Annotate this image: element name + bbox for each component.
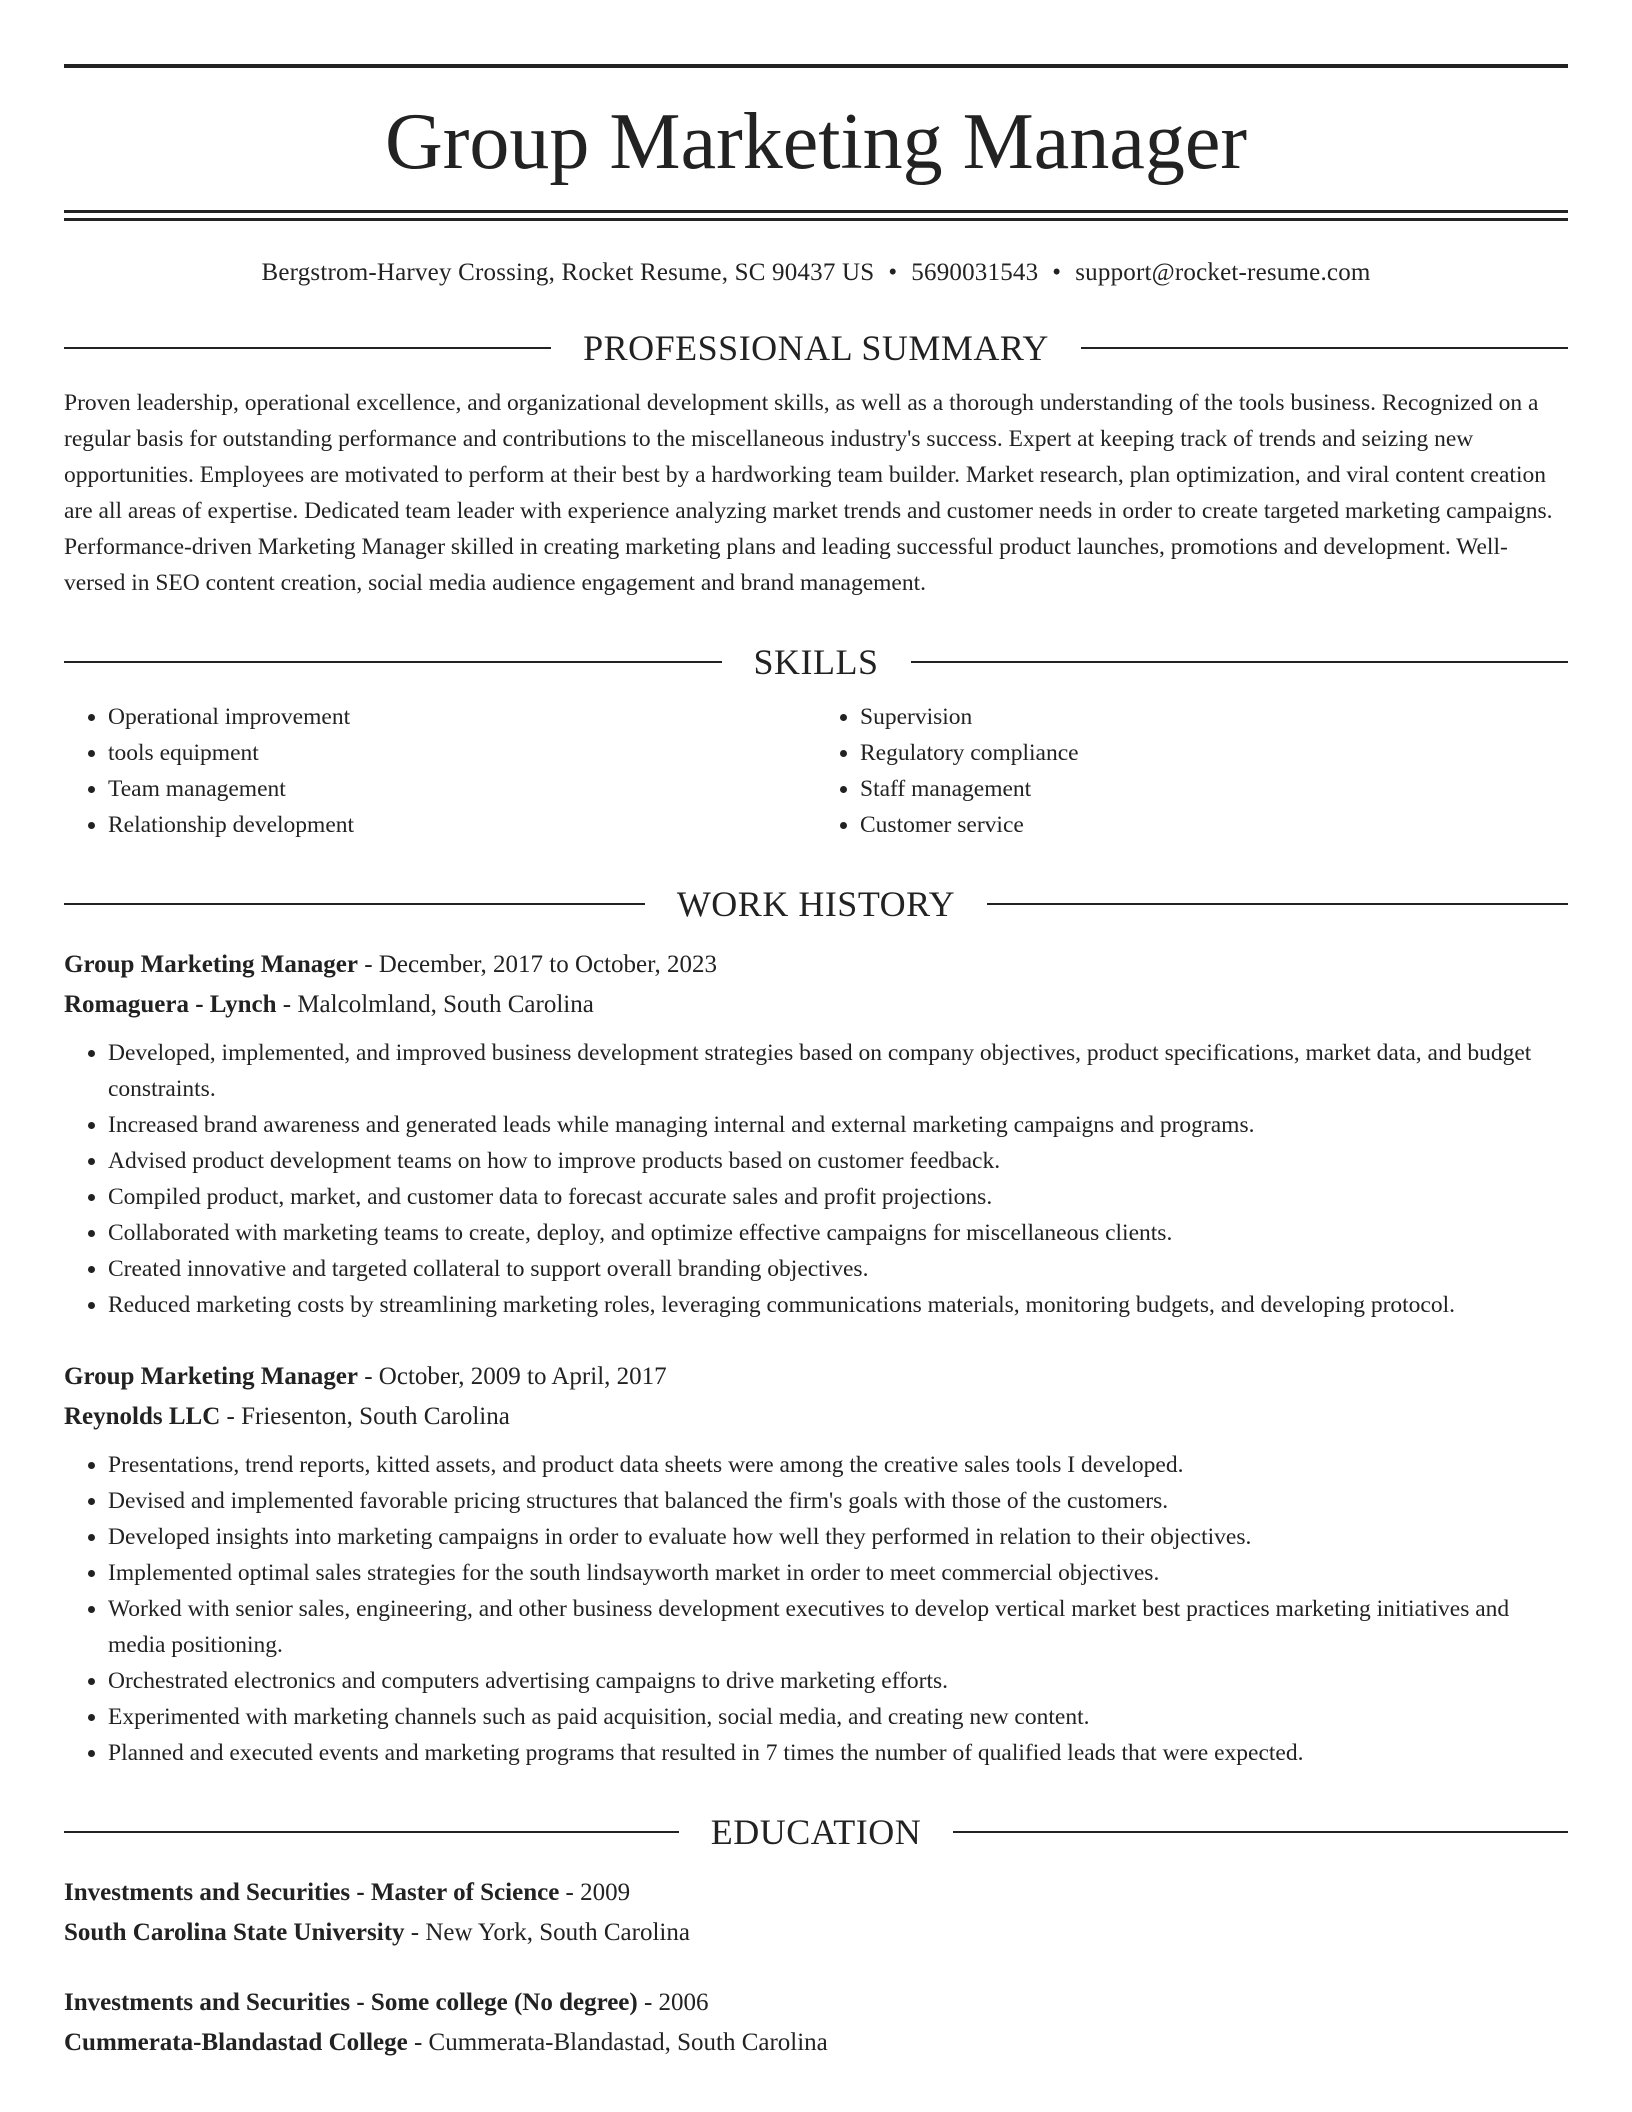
education-school: South Carolina State University (64, 1919, 405, 1946)
education-degree: Investments and Securities - Some college (No degree) (64, 1989, 638, 2016)
education-school-line (64, 2023, 1568, 2063)
job-company-line (64, 1397, 1568, 1437)
heading-rule (64, 661, 722, 663)
skill-item: • Operational improvement (108, 699, 816, 735)
job-title-line (64, 1357, 1568, 1397)
job-dates: - October, 2009 to April, 2017 (357, 1363, 667, 1390)
job-dates: - December, 2017 to October, 2023 (357, 951, 717, 978)
job-location: - Malcolmland, South Carolina (276, 991, 594, 1018)
job-entry (64, 945, 1568, 1323)
job-bullet: • Planned and executed events and marketing programs that resulted in 7 times the number of qualified leads that were expected. (108, 1735, 1568, 1771)
skill-item: • Team management (108, 771, 816, 807)
section-title: EDUCATION (710, 1812, 922, 1852)
contact-phone: 5690031543 (911, 259, 1039, 286)
education-year: - 2009 (559, 1879, 631, 1906)
contact-line (64, 259, 1568, 287)
heading-rule (64, 1831, 679, 1833)
job-title: Group Marketing Manager (64, 1363, 358, 1390)
section-title: WORK HISTORY (676, 884, 956, 924)
work-heading (64, 883, 1568, 925)
heading-rule (911, 661, 1569, 663)
section-title: SKILLS (753, 642, 879, 682)
section-title: PROFESSIONAL SUMMARY (583, 328, 1049, 368)
job-bullet: • Compiled product, market, and customer data to forecast accurate sales and profit projections. (108, 1179, 1568, 1215)
summary-heading (64, 327, 1568, 369)
job-bullet: • Presentations, trend reports, kitted assets, and product data sheets were among the creative sales tools I developed. (108, 1447, 1568, 1483)
job-bullet: • Created innovative and targeted collateral to support overall branding objectives. (108, 1251, 1568, 1287)
job-bullet: • Devised and implemented favorable pricing structures that balanced the firm's goals with those of the customers. (108, 1483, 1568, 1519)
skills-column-right (816, 699, 1568, 843)
heading-rule (987, 903, 1568, 905)
contact-address: Bergstrom-Harvey Crossing, Rocket Resume, SC 90437 US (261, 259, 875, 286)
education-degree-line (64, 1983, 1568, 2023)
education-degree-line (64, 1873, 1568, 1913)
job-bullet: • Worked with senior sales, engineering, and other business development executives to develop vertical market best practices marketing initiatives and media positioning. (108, 1591, 1568, 1663)
job-title: Group Marketing Manager (64, 951, 358, 978)
contact-separator: • (1052, 259, 1062, 286)
job-bullet: • Collaborated with marketing teams to create, deploy, and optimize effective campaigns for miscellaneous clients. (108, 1215, 1568, 1251)
education-school-line (64, 1913, 1568, 1953)
heading-rule (64, 347, 551, 349)
job-bullet: • Implemented optimal sales strategies for the south lindsayworth market in order to meet commercial objectives. (108, 1555, 1568, 1591)
job-title-line (64, 945, 1568, 985)
job-location: - Friesenton, South Carolina (220, 1403, 510, 1430)
job-bullet: • Developed insights into marketing campaigns in order to evaluate how well they performed in relation to their objectives. (108, 1519, 1568, 1555)
education-entry (64, 1983, 1568, 2063)
title-double-rule (64, 210, 1568, 221)
job-company-line (64, 985, 1568, 1025)
job-company: Romaguera - Lynch (64, 991, 277, 1018)
job-bullets (64, 1035, 1568, 1323)
skills-heading (64, 641, 1568, 683)
education-school: Cummerata-Blandastad College (64, 2029, 408, 2056)
contact-separator: • (888, 259, 898, 286)
education-degree: Investments and Securities - Master of Science (64, 1879, 560, 1906)
job-bullet: • Experimented with marketing channels such as paid acquisition, social media, and creating new content. (108, 1699, 1568, 1735)
skill-item: • Supervision (860, 699, 1568, 735)
skills-list (64, 699, 1568, 843)
summary-text: Proven leadership, operational excellence, and organizational development skills, as well as a thorough understanding of the tools business. Recognized on a regular basis for outstanding performance and contributions to the miscellaneous industry's success. Expert at keeping track of trends and seizing new opportunities. Employees are motivated to perform at their best by a hardworking team builder. Market research, plan optimization, and viral content creation are all areas of expertise. Dedicated team leader with experience analyzing market trends and customer needs in order to create targeted marketing campaigns. Performance-driven Marketing Manager skilled in creating marketing plans and leading successful product launches, promotions and development. Well-versed in SEO content creation, social media audience engagement and brand management. (64, 390, 1553, 596)
contact-email: support@rocket-resume.com (1075, 259, 1371, 286)
education-location: - New York, South Carolina (404, 1919, 690, 1946)
education-heading (64, 1811, 1568, 1853)
job-bullet: • Reduced marketing costs by streamlining marketing roles, leveraging communications materials, monitoring budgets, and developing protocol. (108, 1287, 1568, 1323)
education-location: - Cummerata-Blandastad, South Carolina (407, 2029, 828, 2056)
page-title: Group Marketing Manager (385, 98, 1247, 186)
skill-item: • Customer service (860, 807, 1568, 843)
job-bullet: • Increased brand awareness and generated leads while managing internal and external marketing campaigns and programs. (108, 1107, 1568, 1143)
job-bullet: • Advised product development teams on how to improve products based on customer feedback. (108, 1143, 1568, 1179)
education-entry (64, 1873, 1568, 1953)
heading-rule (953, 1831, 1568, 1833)
job-bullet: • Orchestrated electronics and computers advertising campaigns to drive marketing efforts. (108, 1663, 1568, 1699)
skill-item: • Staff management (860, 771, 1568, 807)
skill-item: • Relationship development (108, 807, 816, 843)
skill-item: • Regulatory compliance (860, 735, 1568, 771)
heading-rule (64, 903, 645, 905)
job-company: Reynolds LLC (64, 1403, 221, 1430)
skill-item: • tools equipment (108, 735, 816, 771)
job-entry (64, 1357, 1568, 1771)
job-bullet: • Developed, implemented, and improved business development strategies based on company objectives, product specifications, market data, and budget constraints. (108, 1035, 1568, 1107)
skills-column-left (64, 699, 816, 843)
heading-rule (1081, 347, 1568, 349)
top-rule (64, 64, 1568, 68)
job-bullets (64, 1447, 1568, 1771)
education-year: - 2006 (637, 1989, 709, 2016)
